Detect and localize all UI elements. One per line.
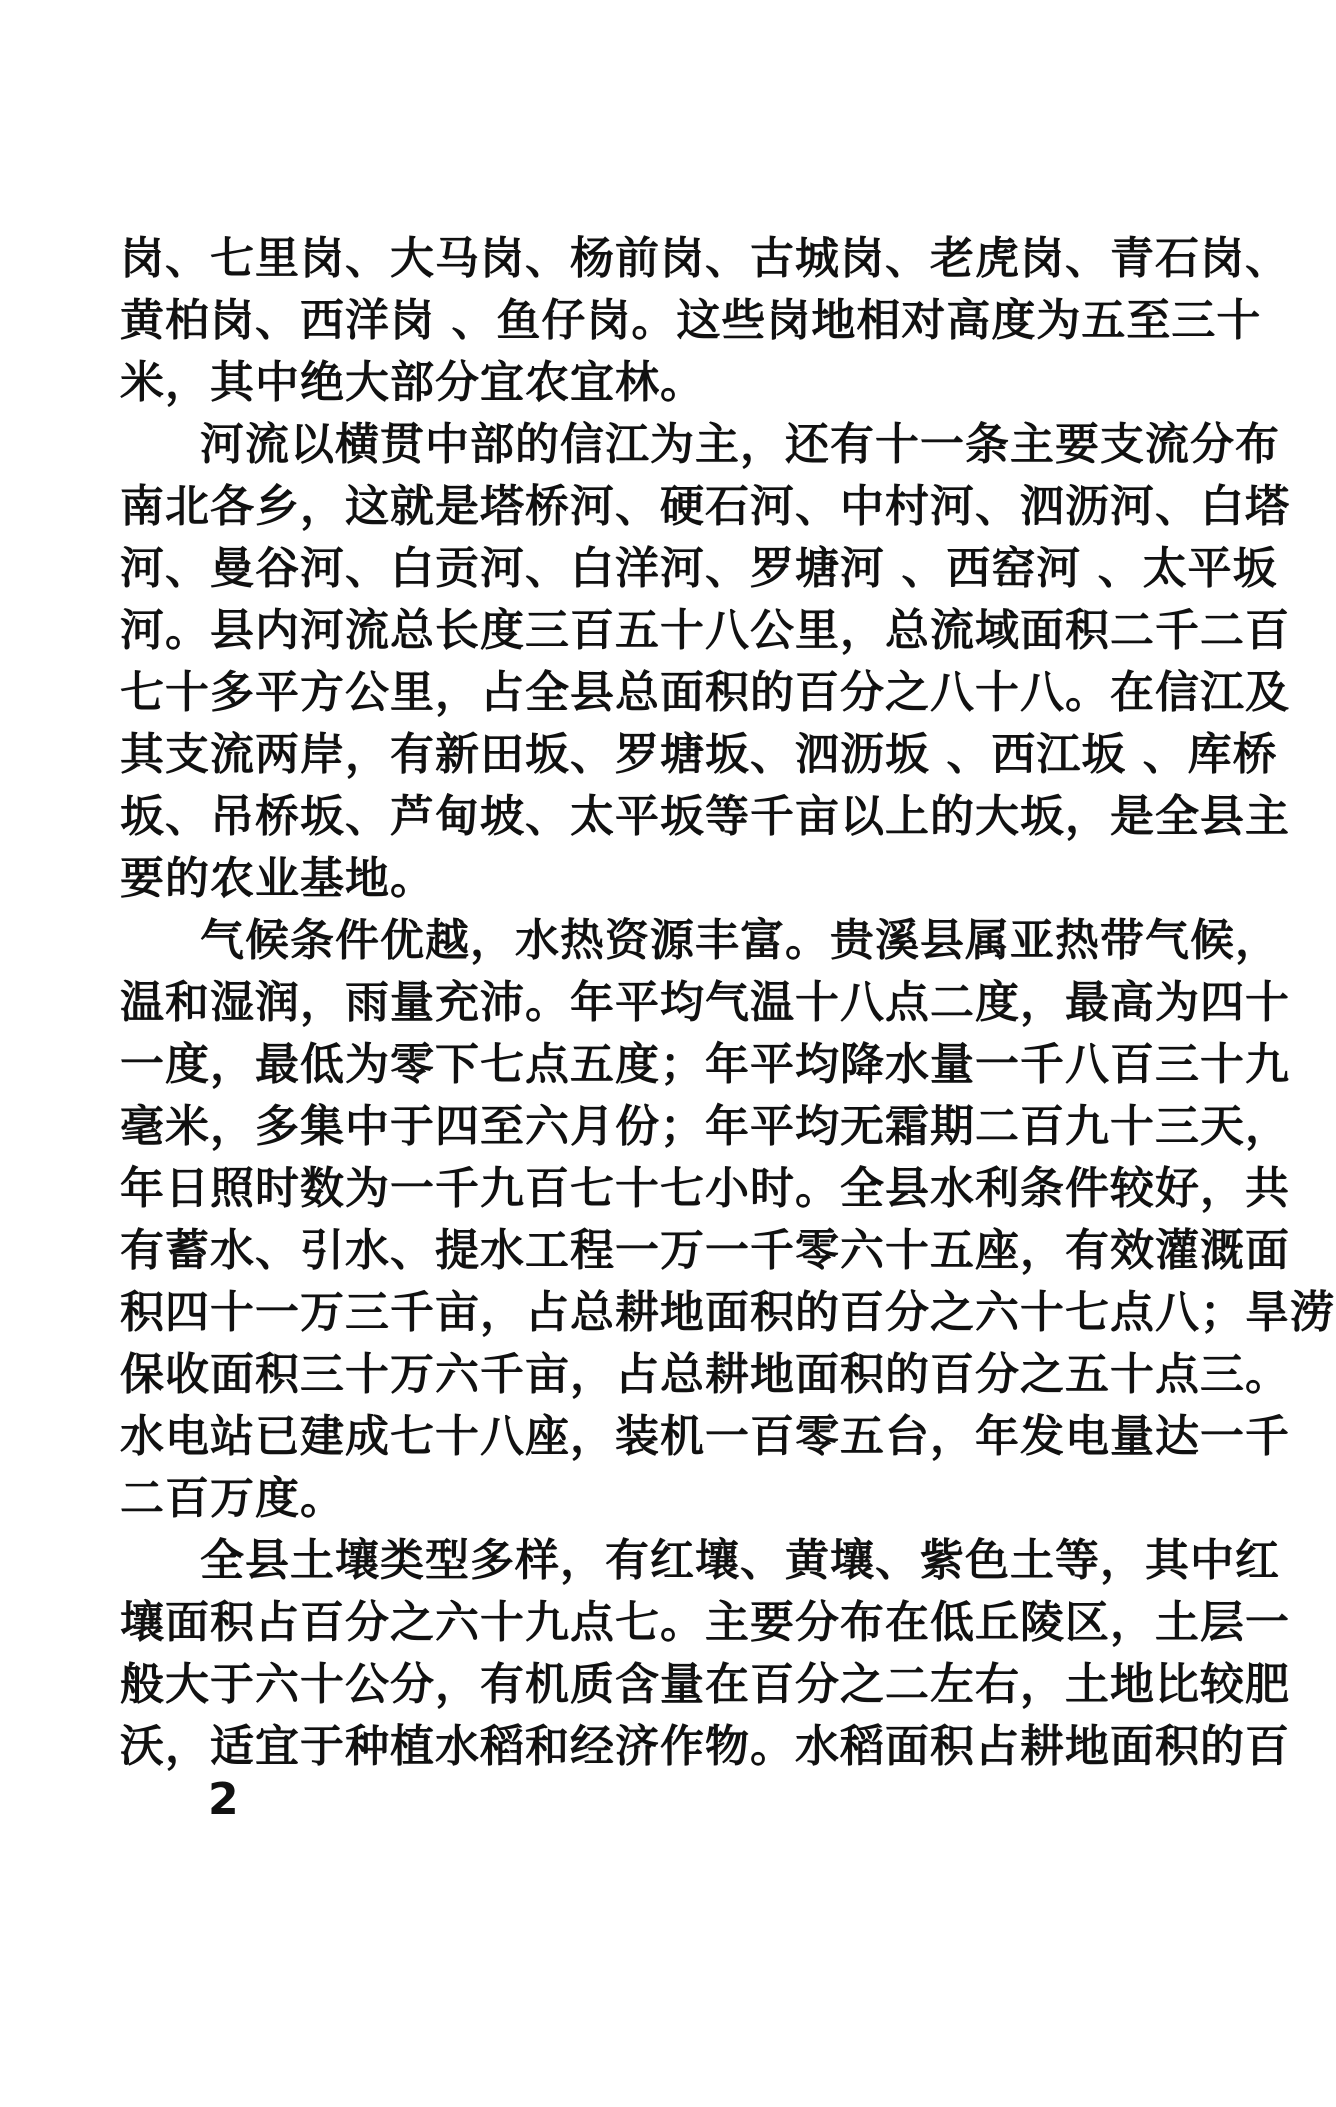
paragraph-start-line: 河流以横贯中部的信江为主，还有十一条主要支流分布: [200, 419, 1280, 470]
text-line: 有蓄水、引水、提水工程一万一千零六十五座，有效灌溉面: [120, 1225, 1290, 1276]
text-line: 一度，最低为零下七点五度；年平均降水量一千八百三十九: [120, 1039, 1290, 1090]
text-line: 般大于六十公分，有机质含量在百分之二左右，土地比较肥: [120, 1659, 1290, 1710]
text-line: 积四十一万三千亩，占总耕地面积的百分之六十七点八；旱涝: [120, 1287, 1335, 1338]
body-text: [120, 228, 1335, 1778]
page-number: 2: [208, 1774, 239, 1825]
text-line: 水电站已建成七十八座，装机一百零五台，年发电量达一千: [120, 1411, 1290, 1462]
text-line: 年日照时数为一千九百七十七小时。全县水利条件较好，共: [120, 1163, 1290, 1214]
text-line: 沃，适宜于种植水稻和经济作物。水稻面积占耕地面积的百: [120, 1721, 1290, 1772]
text-line: 壤面积占百分之六十九点七。主要分布在低丘陵区，土层一: [120, 1597, 1290, 1648]
text-line: 河、曼谷河、白贡河、白洋河、罗塘河 、西窑河 、太平坂: [120, 543, 1278, 594]
paragraph-start-line: 全县土壤类型多样，有红壤、黄壤、紫色土等，其中红: [200, 1535, 1280, 1586]
text-line: 米，其中绝大部分宜农宜林。: [120, 357, 705, 408]
text-line: 保收面积三十万六千亩，占总耕地面积的百分之五十点三。: [120, 1349, 1290, 1400]
text-line: 毫米，多集中于四至六月份；年平均无霜期二百九十三天，: [120, 1101, 1290, 1152]
text-line: 其支流两岸，有新田坂、罗塘坂、泗沥坂 、西江坂 、库桥: [120, 729, 1278, 780]
paragraph-start-line: 气候条件优越，水热资源丰富。贵溪县属亚热带气候，: [200, 915, 1280, 966]
text-line: 河。县内河流总长度三百五十八公里，总流域面积二千二百: [120, 605, 1290, 656]
text-line: 七十多平方公里，占全县总面积的百分之八十八。在信江及: [120, 667, 1290, 718]
text-line: 二百万度。: [120, 1473, 345, 1524]
text-line: 坂、吊桥坂、芦甸坡、太平坂等千亩以上的大坂，是全县主: [120, 791, 1290, 842]
text-line: 温和湿润，雨量充沛。年平均气温十八点二度，最高为四十: [120, 977, 1290, 1028]
text-line: 岗、七里岗、大马岗、杨前岗、古城岗、老虎岗、青石岗、: [120, 233, 1290, 284]
text-line: 黄柏岗、西洋岗 、鱼仔岗。这些岗地相对高度为五至三十: [120, 295, 1262, 346]
text-line: 南北各乡，这就是塔桥河、硬石河、中村河、泗沥河、白塔: [120, 481, 1290, 532]
text-line: 要的农业基地。: [120, 853, 435, 904]
